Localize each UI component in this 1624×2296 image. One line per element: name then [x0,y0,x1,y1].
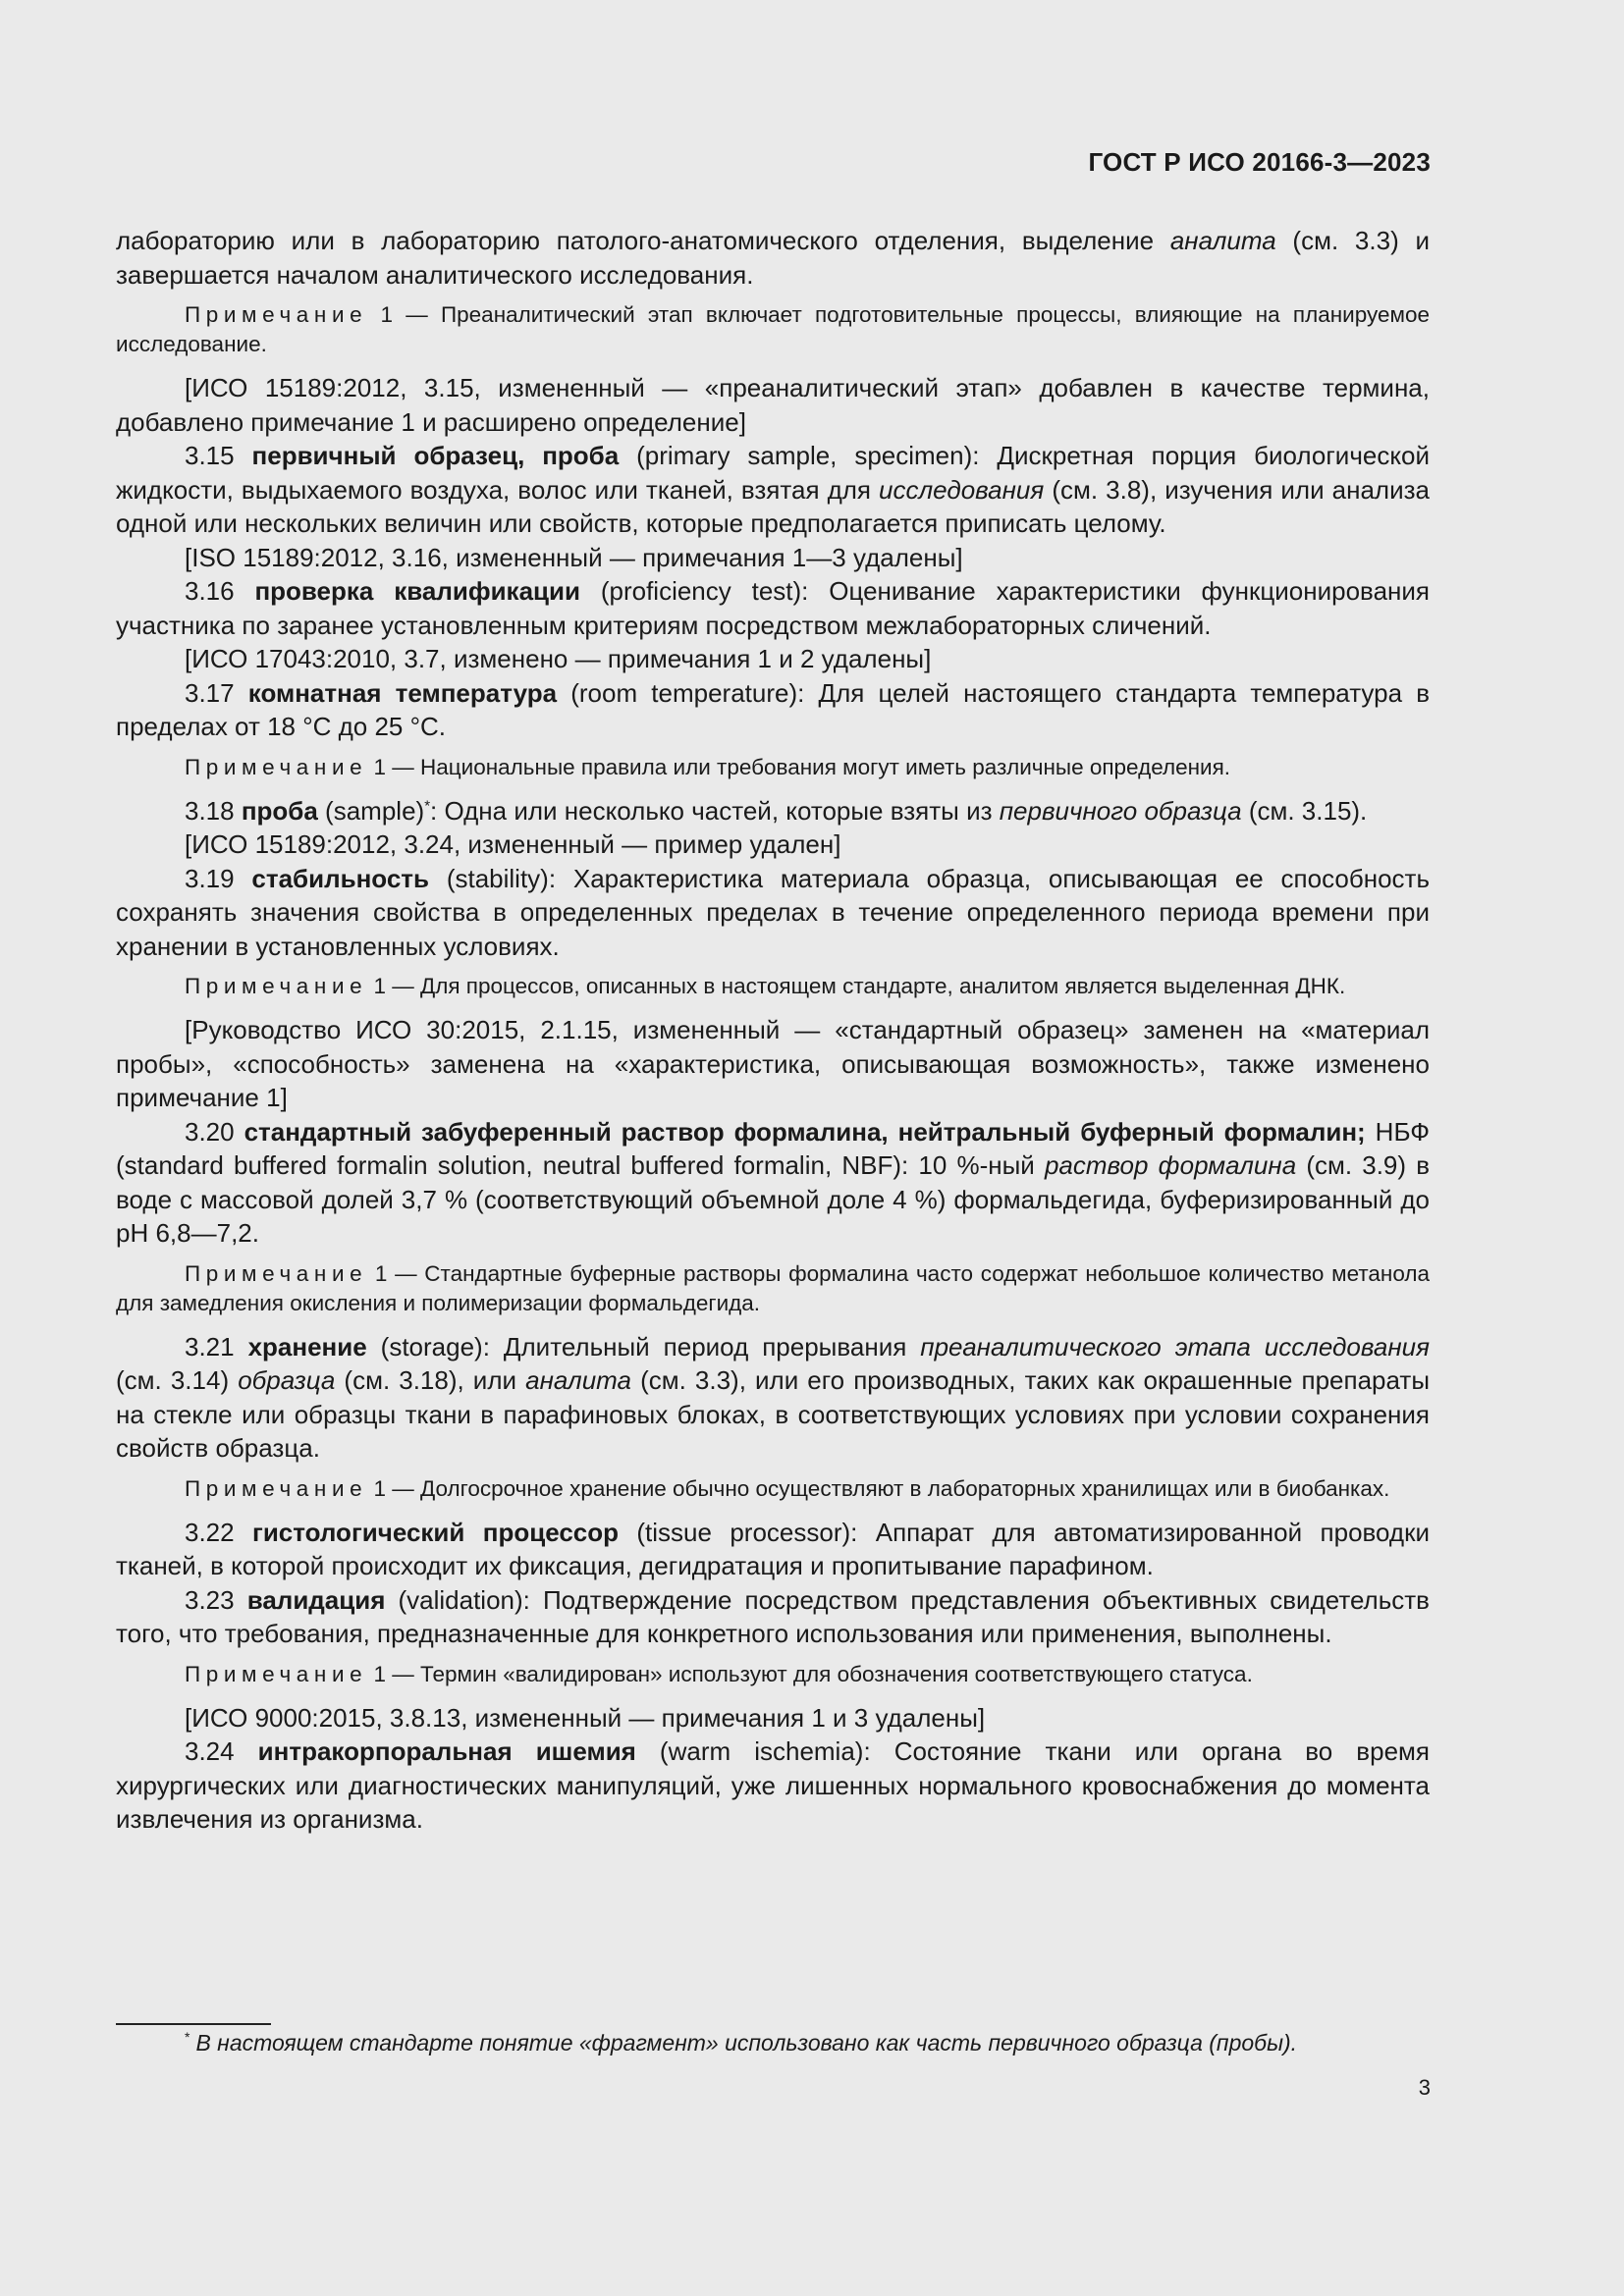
ref-3-16: [ИСО 17043:2010, 3.7, изменено — примечания 1 и 2 удалены] [185,644,932,673]
term-3-19: 3.19 стабильность (stability): Характеристика материала образца, описывающая ее способность сохранять значения свойства в определенных пределах в течение определенного периода времени при хранении в установленных условиях. [116,863,1431,961]
page-number: 3 [1418,2075,1431,2100]
term-3-16: 3.16 проверка квалификации (proficiency test): Оценивание характеристики функционирования участника по заранее установленным критериям посредством межлабораторных сличений. [116,576,1431,640]
term-3-22: 3.22 гистологический процессор (tissue processor): Аппарат для автоматизированной проводки тканей, в которой происходит их фиксация, дегидратация и пропитывание парафином. [116,1517,1431,1580]
term-3-18: 3.18 проба (sample)*: Одна или несколько частей, которые взяты из первичного образца (см. 3.15). [185,795,1368,826]
term-3-24: 3.24 интракорпоральная ишемия (warm ischemia): Состояние ткани или органа во время хирургических или диагностических манипуляций, уже лишенных нормального кровоснабжения до момента извлечения из организма. [116,1736,1430,1834]
footnote-separator [116,2023,271,2025]
ref-3-14: [ИСО 15189:2012, 3.15, измененный — «преаналитический этап» добавлен в качестве термина, добавлено примечание 1 и расширено определение] [116,373,1430,437]
page-header: ГОСТ Р ИСО 20166-3—2023 [1088,147,1431,177]
ref-3-15: [ISO 15189:2012, 3.16, измененный — примечания 1—3 удалены] [185,542,963,572]
note-3-17: Примечание 1 — Национальные правила или требования могут иметь различные определения. [185,754,1231,779]
ref-3-19: [Руководство ИСО 30:2015, 2.1.15, измененный — «стандартный образец» заменен на «материал пробы», «способность» заменена на «характеристика, описывающая возможность», также изменено примечание 1] [116,1015,1430,1112]
note-3-21: Примечание 1 — Долгосрочное хранение обычно осуществляют в лабораторных хранилищах или в биобанках. [185,1475,1390,1501]
note-3-14: Примечание 1 — Преаналитический этап включает подготовительные процессы, влияющие на планируемое исследование. [116,302,1430,356]
term-3-17: 3.17 комнатная температура (room temperature): Для целей настоящего стандарта температура в пределах от 18 °С до 25 °С. [116,677,1431,741]
term-3-15: 3.15 первичный образец, проба (primary sample, specimen): Дискретная порция биологической жидкости, выдыхаемого воздуха, волос или тканей, взятая для исследования (см. 3.8), изучения или анализа одной или нескольких величин или свойств, которые предполагается приписать целому. [116,441,1430,538]
note-3-19: Примечание 1 — Для процессов, описанных в настоящем стандарте, аналитом является выделенная ДНК. [185,974,1346,998]
term-3-20: 3.20 стандартный забуференный раствор формалина, нейтральный буферный формалин; НБФ (standard buffered formalin solution, neutral buffered formalin, NBF): 10 %-ный раствор формалина (см. 3.9) в воде с массовой долей 3,7 % (соответствующий объемной доле 4 %) формальдегида, буферизированный до pH 6,8—7,2. [116,1116,1431,1248]
ref-3-23: [ИСО 9000:2015, 3.8.13, измененный — примечания 1 и 3 удалены] [185,1702,986,1733]
page-body [116,224,1430,1837]
note-3-20: Примечание 1 — Стандартные буферные растворы формалина часто содержат небольшое количество метанола для замедления окисления и полимеризации формальдегида. [116,1260,1430,1315]
intro-paragraph: лабораторию или в лабораторию патолого-анатомического отделения, выделение аналита (см. 3.3) и завершается началом аналитического исследования. [116,226,1430,290]
term-3-23: 3.23 валидация (validation): Подтверждение посредством представления объективных свидетельств того, что требования, предназначенные для конкретного использования или применения, выполнены. [116,1584,1430,1648]
note-3-23: Примечание 1 — Термин «валидирован» используют для обозначения соответствующего статуса. [185,1661,1253,1686]
footnote: * В настоящем стандарте понятие «фрагмент» использовано как часть первичного образца (пробы). [185,2029,1298,2056]
term-3-21: 3.21 хранение (storage): Длительный период прерывания преаналитического этапа исследования (см. 3.14) образца (см. 3.18), или аналита (см. 3.3), или его производных, таких как окрашенные препараты на стекле или образцы ткани в парафиновых блоках, в соответствующих условиях при условии сохранения свойств образца. [116,1331,1431,1463]
ref-3-18: [ИСО 15189:2012, 3.24, измененный — пример удален] [185,829,841,859]
